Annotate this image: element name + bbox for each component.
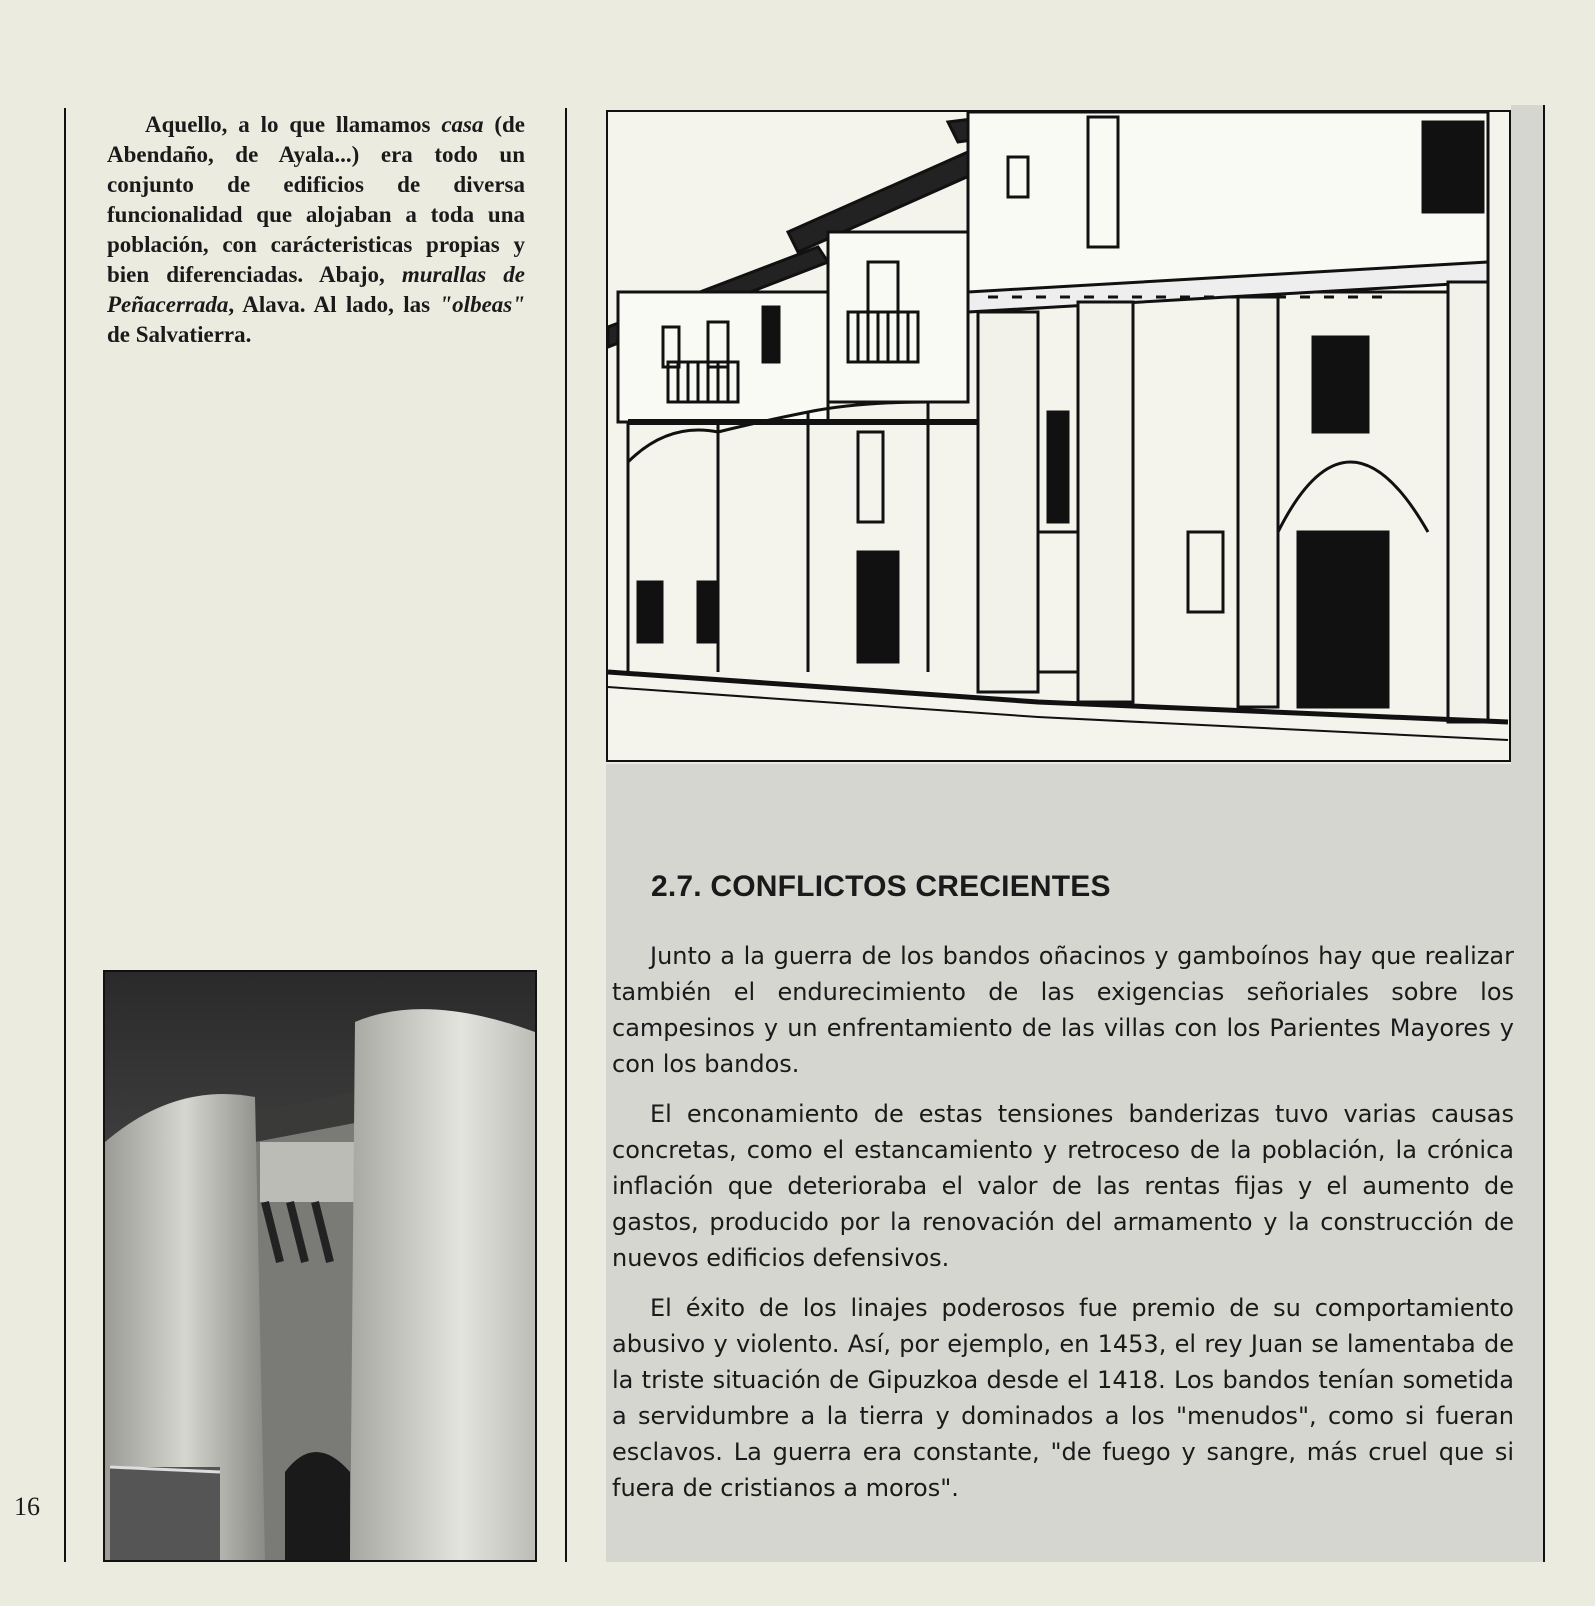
background-shade	[1511, 105, 1543, 765]
section-title: 2.7. CONFLICTOS CRECIENTES	[651, 870, 1111, 903]
column-rule-left	[64, 108, 66, 1562]
column-rule-right	[1543, 105, 1545, 1562]
page-number: 16	[14, 1492, 40, 1521]
section-body	[612, 938, 1514, 1520]
paragraph: El enconamiento de estas tensiones banderizas tuvo varias causas concretas, como el estancamiento y retroceso de la población, la crónica inflación que deterioraba el valor de las rentas fijas y el aumento de gastos, producido por la renovación del armamento y la construcción de nuevos edificios defensivos.	[612, 1100, 1514, 1272]
figure-caption: Aquello, a lo que llamamos casa (de Abendaño, de Ayala...) era todo un conjunto de edificios de diversa funcionalidad que alojaban a toda una población, con carácteristicas propias y bien diferenciadas. Abajo, murallas de Peñacerrada, Alava. Al lado, las "olbeas" de Salvatierra.	[107, 112, 525, 347]
murallas-photo	[103, 970, 537, 1562]
column-rule-middle	[565, 108, 567, 1562]
olbeas-illustration	[606, 110, 1511, 762]
paragraph: Junto a la guerra de los bandos oñacinos y gamboínos hay que realizar también el endurecimiento de las exigencias señoriales sobre los campesinos y un enfrentamiento de las villas con los Parientes Mayores y con los bandos.	[612, 942, 1514, 1078]
paragraph: El éxito de los linajes poderosos fue premio de su comportamiento abusivo y violento. Así, por ejemplo, en 1453, el rey Juan se lamentaba de la triste situación de Gipuzkoa desde el 1418. Los bandos tenían sometida a servidumbre a la tierra y dominados a los "menudos", como si fueran esclavos. La guerra era constante, "de fuego y sangre, más cruel que si fuera de cristianos a moros".	[612, 1294, 1514, 1502]
